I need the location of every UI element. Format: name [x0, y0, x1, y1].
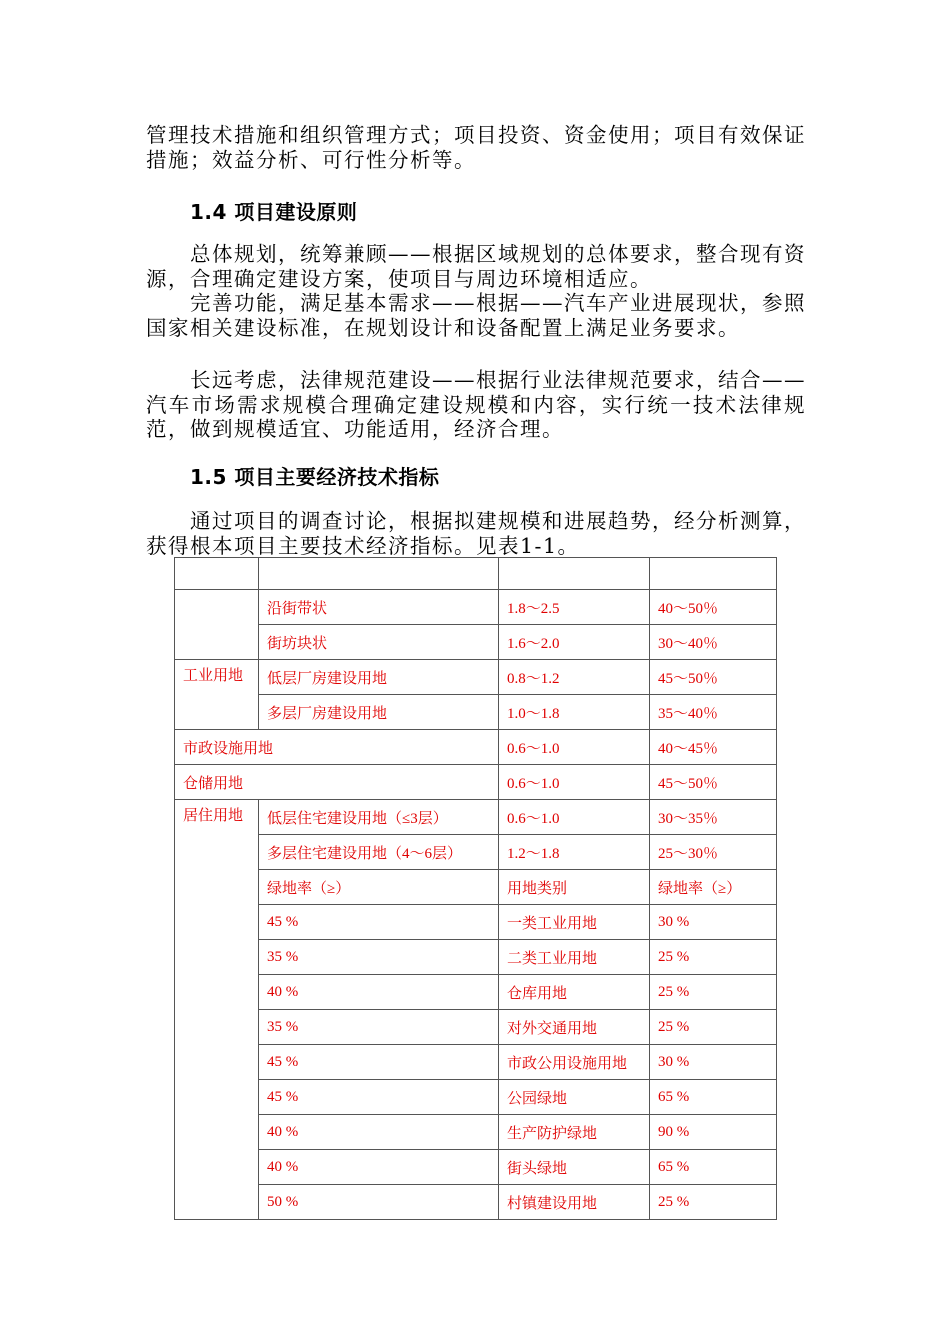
table-subcategory-cell: 40 % [259, 975, 499, 1010]
table-subcategory-cell: 低层厂房建设用地 [259, 660, 499, 695]
table-density-cell: 40～50％ [650, 590, 777, 625]
table-subcategory-cell: 低层住宅建设用地（≤3层） [259, 800, 499, 835]
table-density-cell: 30 % [650, 905, 777, 940]
table-density-cell: 45～50％ [650, 660, 777, 695]
heading-1-4: 1.4 项目建设原则 [190, 200, 358, 224]
table-subcategory-cell: 40 % [259, 1150, 499, 1185]
table-subcategory-cell: 多层厂房建设用地 [259, 695, 499, 730]
table-density-cell: 30 % [650, 1045, 777, 1080]
table-subcategory-cell: 绿地率（≥） [259, 870, 499, 905]
table-subcategory-cell: 40 % [259, 1115, 499, 1150]
principle-paragraph-3: 长远考虑，法律规范建设——根据行业法律规范要求，结合——汽车市场需求规模合理确定建设规模和内容，实行统一技术法律规范，做到规模适宜、功能适用，经济合理。 [146, 368, 806, 441]
table-density-cell: 90 % [650, 1115, 777, 1150]
table-row [175, 1150, 777, 1185]
table-row [175, 730, 777, 765]
table-header-row [175, 558, 777, 590]
table-far-cell: 1.0～1.8 [499, 695, 650, 730]
heading-1-5: 1.5 项目主要经济技术指标 [190, 465, 440, 489]
table-subcategory-cell: 45 % [259, 905, 499, 940]
table-far-cell: 0.6～1.0 [499, 800, 650, 835]
table-subcategory-cell: 50 % [259, 1185, 499, 1220]
table-row [175, 800, 777, 835]
intro-paragraph: 管理技术措施和组织管理方式；项目投资、资金使用；项目有效保证措施；效益分析、可行性分析等。 [146, 123, 806, 172]
table-subcategory-cell: 35 % [259, 940, 499, 975]
table-far-cell: 1.6～2.0 [499, 625, 650, 660]
principle-paragraph-2: 完善功能，满足基本需求——根据——汽车产业进展现状，参照国家相关建设标准，在规划设计和设备配置上满足业务要求。 [146, 291, 806, 340]
table-subcategory-cell: 35 % [259, 1010, 499, 1045]
table-density-cell: 25～30％ [650, 835, 777, 870]
table-row [175, 1080, 777, 1115]
table-density-cell: 绿地率（≥） [650, 870, 777, 905]
table-category-cell: 市政设施用地 [175, 730, 499, 765]
table-subcategory-cell: 45 % [259, 1080, 499, 1115]
table-category-cell: 工业用地 [175, 660, 259, 730]
table-category-cell: 居住用地 [175, 800, 259, 1220]
table-row [175, 835, 777, 870]
table-header-cell [175, 558, 259, 590]
table-far-cell: 市政公用设施用地 [499, 1045, 650, 1080]
table-row [175, 975, 777, 1010]
table-far-cell: 对外交通用地 [499, 1010, 650, 1045]
table-density-cell: 25 % [650, 1185, 777, 1220]
table-subcategory-cell: 45 % [259, 1045, 499, 1080]
table-density-cell: 25 % [650, 940, 777, 975]
table-row [175, 1185, 777, 1220]
table-density-cell: 45～50％ [650, 765, 777, 800]
table-row [175, 1115, 777, 1150]
table-far-cell: 仓库用地 [499, 975, 650, 1010]
table-row [175, 870, 777, 905]
table-row [175, 765, 777, 800]
table-category-cell [175, 590, 259, 660]
table-far-cell: 生产防护绿地 [499, 1115, 650, 1150]
table-far-cell: 0.6～1.0 [499, 730, 650, 765]
table-header-cell [650, 558, 777, 590]
table-density-cell: 35～40％ [650, 695, 777, 730]
principle-paragraph-1: 总体规划，统筹兼顾——根据区域规划的总体要求，整合现有资源，合理确定建设方案，使项目与周边环境相适应。 [146, 242, 806, 291]
table-header-cell [499, 558, 650, 590]
table-subcategory-cell: 多层住宅建设用地（4～6层） [259, 835, 499, 870]
table-density-cell: 25 % [650, 1010, 777, 1045]
table-category-cell: 仓储用地 [175, 765, 499, 800]
table-row [175, 1045, 777, 1080]
table-density-cell: 65 % [650, 1080, 777, 1115]
table-row [175, 590, 777, 625]
table-far-cell: 一类工业用地 [499, 905, 650, 940]
table-density-cell: 65 % [650, 1150, 777, 1185]
table-header-cell [259, 558, 499, 590]
table-density-cell: 25 % [650, 975, 777, 1010]
table-row [175, 1010, 777, 1045]
table-far-cell: 1.2～1.8 [499, 835, 650, 870]
table-subcategory-cell: 沿街带状 [259, 590, 499, 625]
table-far-cell: 用地类别 [499, 870, 650, 905]
table-far-cell: 街头绿地 [499, 1150, 650, 1185]
table-far-cell: 0.8～1.2 [499, 660, 650, 695]
table-row [175, 940, 777, 975]
table-far-cell: 0.6～1.0 [499, 765, 650, 800]
table-far-cell: 1.8～2.5 [499, 590, 650, 625]
table-density-cell: 30～35％ [650, 800, 777, 835]
table-far-cell: 二类工业用地 [499, 940, 650, 975]
indicator-intro-paragraph: 通过项目的调查讨论，根据拟建规模和进展趋势，经分析测算，获得根本项目主要技术经济指标。见表1-1。 [146, 509, 806, 558]
table-far-cell: 公园绿地 [499, 1080, 650, 1115]
table-subcategory-cell: 街坊块状 [259, 625, 499, 660]
table-row [175, 695, 777, 730]
table-density-cell: 40～45％ [650, 730, 777, 765]
table-row [175, 625, 777, 660]
table-row [175, 660, 777, 695]
table-far-cell: 村镇建设用地 [499, 1185, 650, 1220]
table-row [175, 905, 777, 940]
indicator-table [174, 557, 777, 1220]
table-density-cell: 30～40％ [650, 625, 777, 660]
